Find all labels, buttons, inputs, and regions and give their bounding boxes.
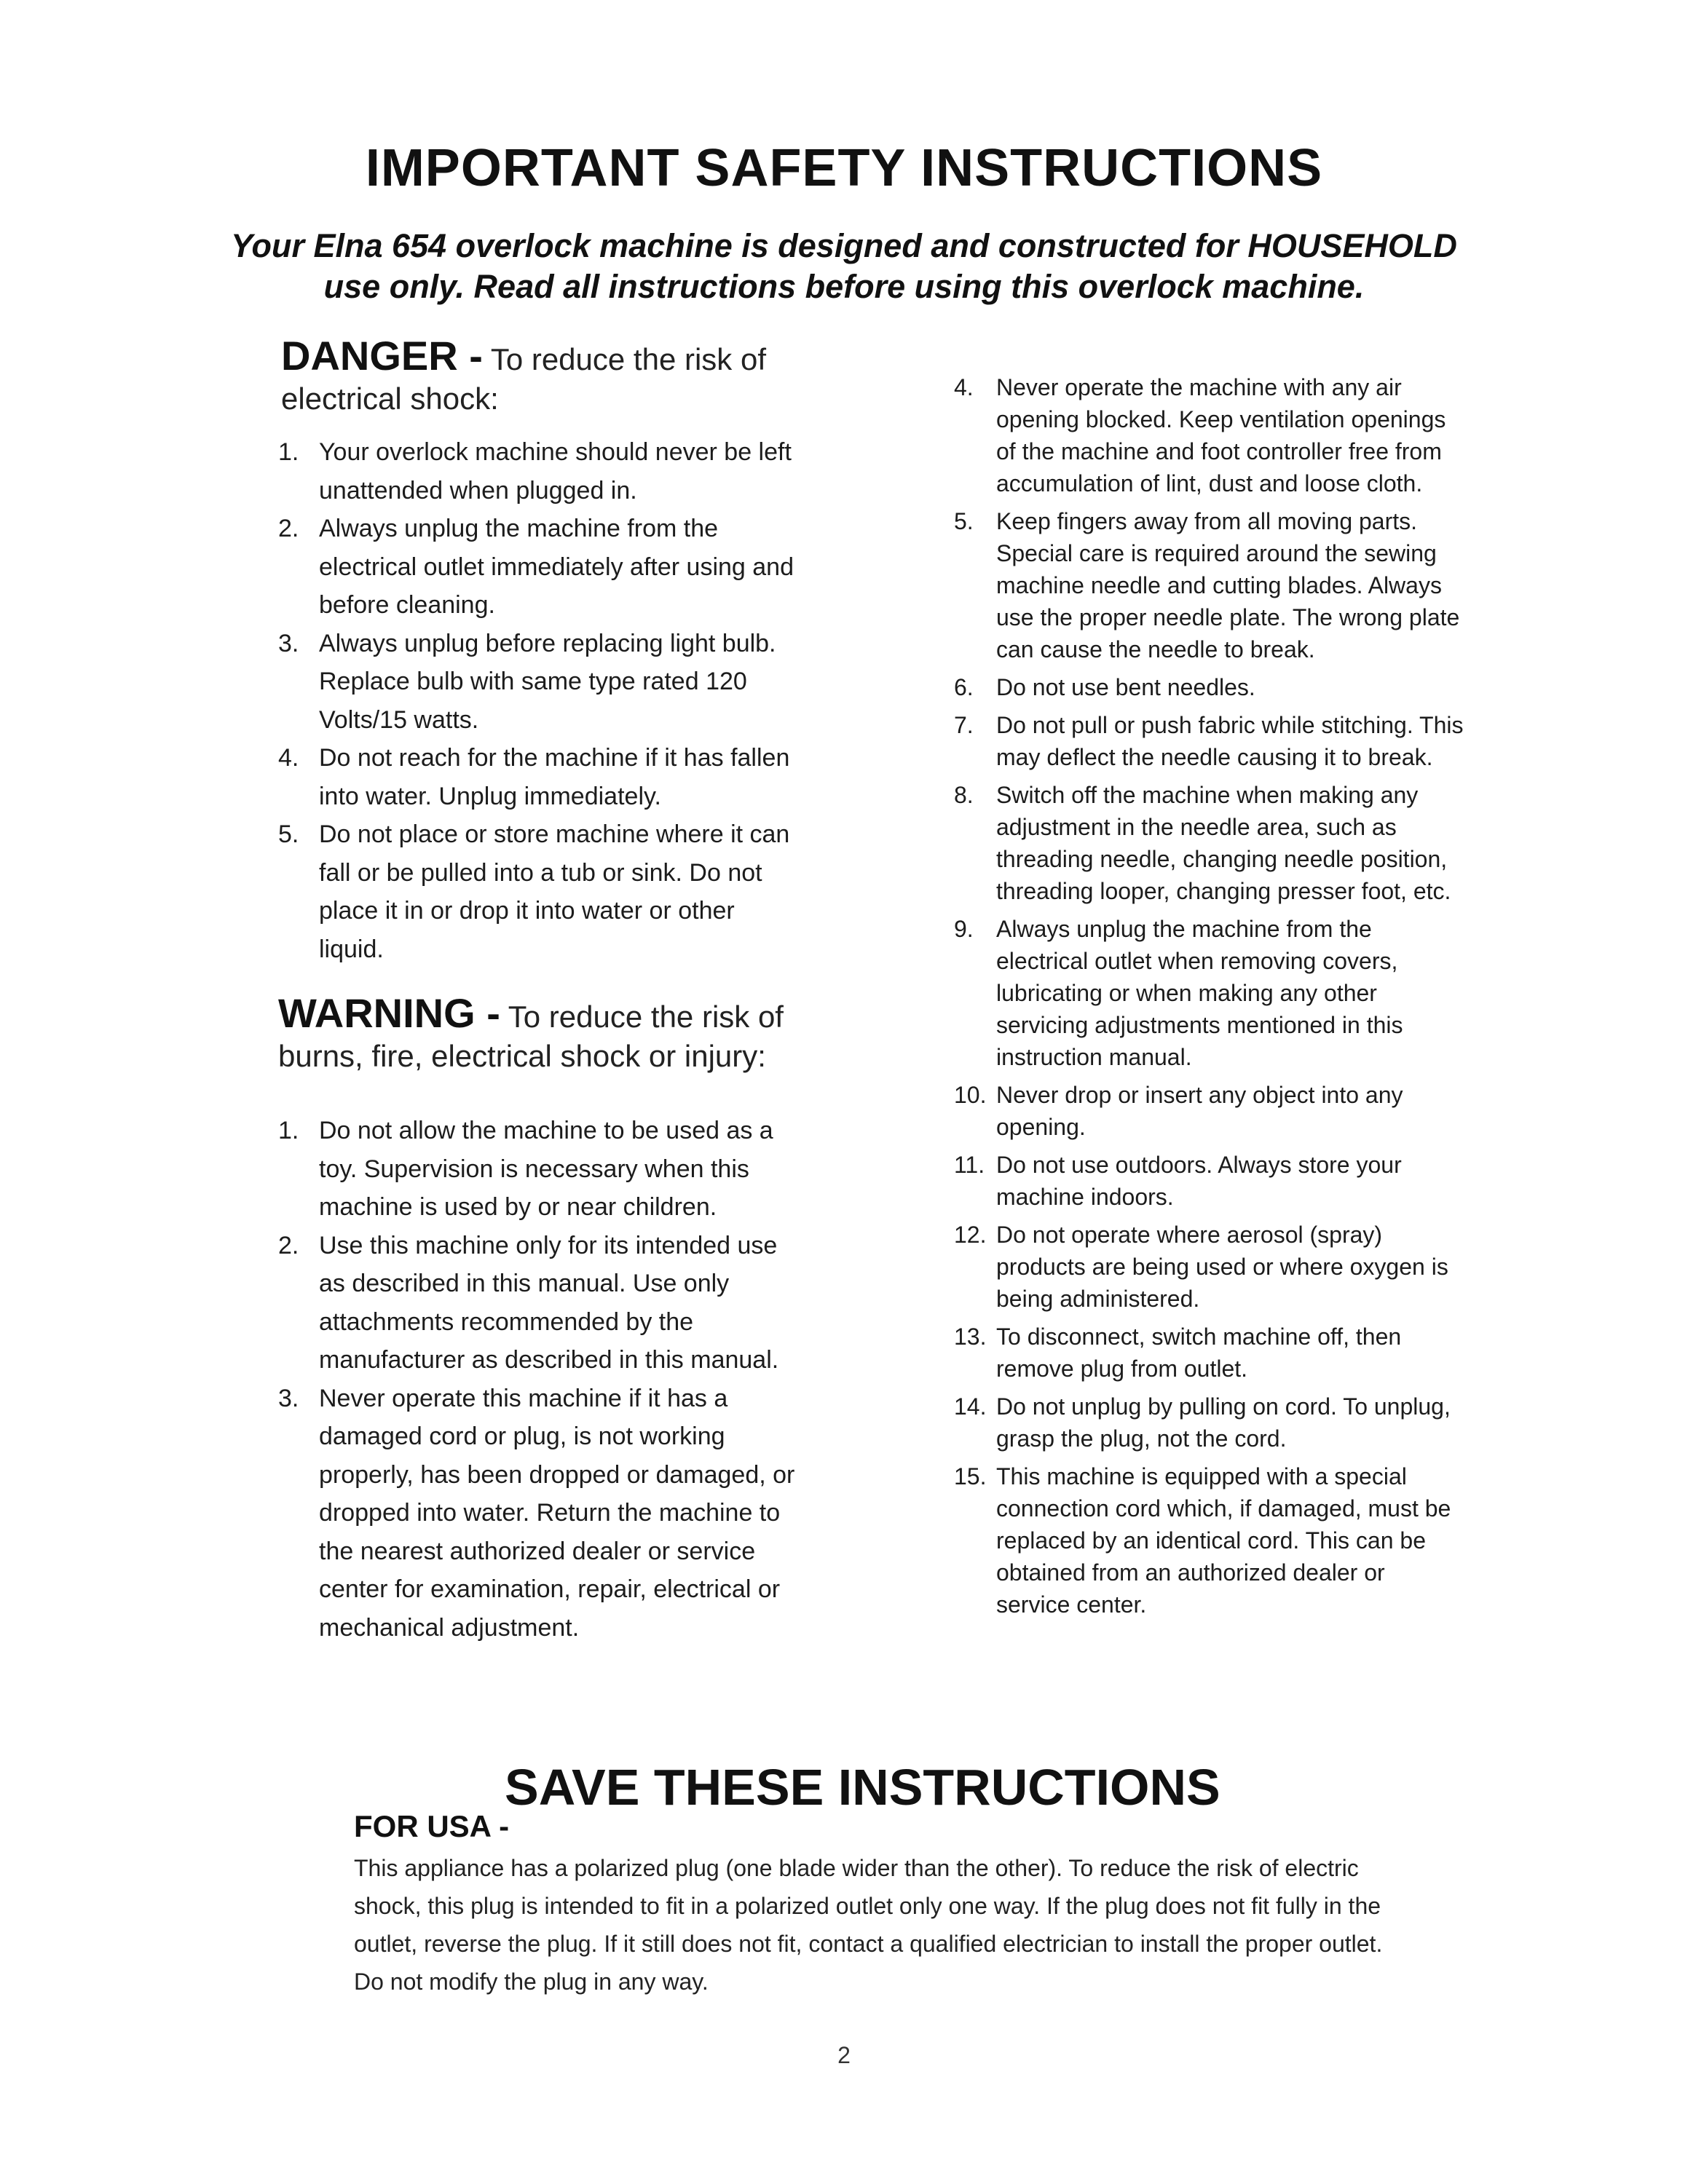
usa-paragraph: This appliance has a polarized plug (one blade wider than the other). To reduce the risk of electric shock, this plug is intended to fit in a polarized outlet only one way. If the plug does not fit fully in the outlet, reverse the plug. If it still does not fit, contact a qualified electrician to install the proper outlet. Do not modify the plug in any way. bbox=[354, 1855, 1383, 1995]
item-text: Always unplug the machine from the electrical outlet when removing covers, lubricating or when making any other servicing adjustments mentioned in this instruction manual. bbox=[996, 916, 1403, 1070]
item-number: 1. bbox=[278, 1117, 299, 1144]
danger-heading bbox=[281, 333, 835, 419]
danger-list bbox=[278, 433, 802, 968]
list-item bbox=[278, 510, 802, 625]
list-item bbox=[954, 709, 1464, 773]
item-number: 7. bbox=[954, 712, 974, 738]
list-item bbox=[954, 371, 1464, 499]
item-text: Do not use bent needles. bbox=[996, 674, 1255, 700]
item-text: Keep fingers away from all moving parts. Special care is required around the sewing machine needle and cutting blades. Always use the proper needle plate. The wrong plate can cause the needle to break. bbox=[996, 508, 1460, 662]
list-item bbox=[954, 1390, 1464, 1455]
list-item bbox=[954, 1321, 1464, 1385]
item-number: 14. bbox=[954, 1393, 987, 1420]
list-item bbox=[278, 739, 802, 815]
save-instructions-heading: SAVE THESE INSTRUCTIONS bbox=[505, 1759, 1220, 1816]
list-item bbox=[954, 779, 1464, 907]
warning-label: WARNING - bbox=[278, 990, 500, 1036]
item-number: 2. bbox=[278, 515, 299, 542]
item-text: Use this machine only for its intended use as described in this manual. Use only attachments recommended by the manufacturer as described in this manual. bbox=[319, 1231, 779, 1374]
item-number: 5. bbox=[954, 508, 974, 534]
item-text: To disconnect, switch machine off, then remove plug from outlet. bbox=[996, 1324, 1402, 1382]
list-item bbox=[278, 625, 802, 740]
list-item bbox=[278, 1380, 802, 1647]
intro-statement: Your Elna 654 overlock machine is designed and constructed for HOUSEHOLD use only. Read all instructions before using this overlock machine. bbox=[231, 227, 1457, 305]
item-text: Never drop or insert any object into any opening. bbox=[996, 1082, 1403, 1140]
list-item bbox=[954, 1149, 1464, 1213]
list-item bbox=[954, 1079, 1464, 1143]
item-number: 3. bbox=[278, 629, 299, 657]
danger-subtitle: To reduce the risk of electrical shock: bbox=[281, 342, 766, 416]
list-item bbox=[278, 433, 802, 510]
list-item bbox=[278, 1227, 802, 1380]
item-number: 12. bbox=[954, 1222, 987, 1248]
item-number: 11. bbox=[954, 1152, 985, 1178]
item-text: Do not reach for the machine if it has fallen into water. Unplug immediately. bbox=[319, 744, 790, 810]
item-number: 10. bbox=[954, 1082, 987, 1108]
item-number: 6. bbox=[954, 674, 974, 700]
list-item bbox=[954, 1460, 1464, 1621]
item-text: Do not allow the machine to be used as a toy. Supervision is necessary when this machine is used by or near children. bbox=[319, 1117, 773, 1221]
usa-heading: FOR USA - bbox=[354, 1809, 510, 1843]
item-text: Switch off the machine when making any adjustment in the needle area, such as threading needle, changing needle position, threading looper, changing presser foot, etc. bbox=[996, 782, 1451, 904]
item-number: 3. bbox=[278, 1384, 299, 1412]
item-number: 9. bbox=[954, 916, 974, 942]
item-text: Do not pull or push fabric while stitching. This may deflect the needle causing it to break. bbox=[996, 712, 1464, 770]
item-text: Do not place or store machine where it can fall or be pulled into a tub or sink. Do not place it in or drop it into water or other liquid. bbox=[319, 820, 790, 963]
continued-list bbox=[954, 371, 1464, 1626]
item-number: 15. bbox=[954, 1463, 987, 1489]
item-text: Never operate this machine if it has a damaged cord or plug, is not working properly, has been dropped or damaged, or dropped into water. Return the machine to the nearest authorized dealer or service center for examination, repair, electrical or mechanical adjustment. bbox=[319, 1384, 795, 1642]
item-text: Always unplug before replacing light bulb. Replace bulb with same type rated 120 Volts/15 watts. bbox=[319, 629, 776, 734]
item-number: 4. bbox=[954, 374, 974, 400]
item-number: 1. bbox=[278, 438, 299, 466]
item-number: 8. bbox=[954, 782, 974, 808]
danger-label: DANGER - bbox=[281, 333, 483, 379]
list-item bbox=[954, 671, 1464, 703]
item-text: Never operate the machine with any air opening blocked. Keep ventilation openings of the machine and foot controller free from accumulation of lint, dust and loose cloth. bbox=[996, 374, 1446, 496]
item-number: 4. bbox=[278, 744, 299, 772]
item-text: Always unplug the machine from the electrical outlet immediately after using and before cleaning. bbox=[319, 515, 794, 619]
list-item bbox=[954, 913, 1464, 1073]
item-text: Do not unplug by pulling on cord. To unplug, grasp the plug, not the cord. bbox=[996, 1393, 1451, 1452]
warning-heading bbox=[278, 990, 861, 1076]
list-item bbox=[278, 815, 802, 968]
page-number: 2 bbox=[837, 2042, 851, 2068]
item-number: 13. bbox=[954, 1324, 987, 1350]
item-number: 5. bbox=[278, 820, 299, 848]
item-text: This machine is equipped with a special connection cord which, if damaged, must be replaced by an identical cord. This can be obtained from an authorized dealer or service center. bbox=[996, 1463, 1451, 1618]
warning-list bbox=[278, 1112, 802, 1647]
page-title: IMPORTANT SAFETY INSTRUCTIONS bbox=[365, 139, 1323, 197]
item-number: 2. bbox=[278, 1231, 299, 1259]
list-item bbox=[954, 505, 1464, 665]
item-text: Do not operate where aerosol (spray) products are being used or where oxygen is being administered. bbox=[996, 1222, 1448, 1312]
list-item bbox=[954, 1219, 1464, 1315]
item-text: Your overlock machine should never be left unattended when plugged in. bbox=[319, 438, 792, 505]
item-text: Do not use outdoors. Always store your machine indoors. bbox=[996, 1152, 1402, 1210]
list-item bbox=[278, 1112, 802, 1227]
warning-subtitle: To reduce the risk of burns, fire, electrical shock or injury: bbox=[278, 1000, 784, 1073]
